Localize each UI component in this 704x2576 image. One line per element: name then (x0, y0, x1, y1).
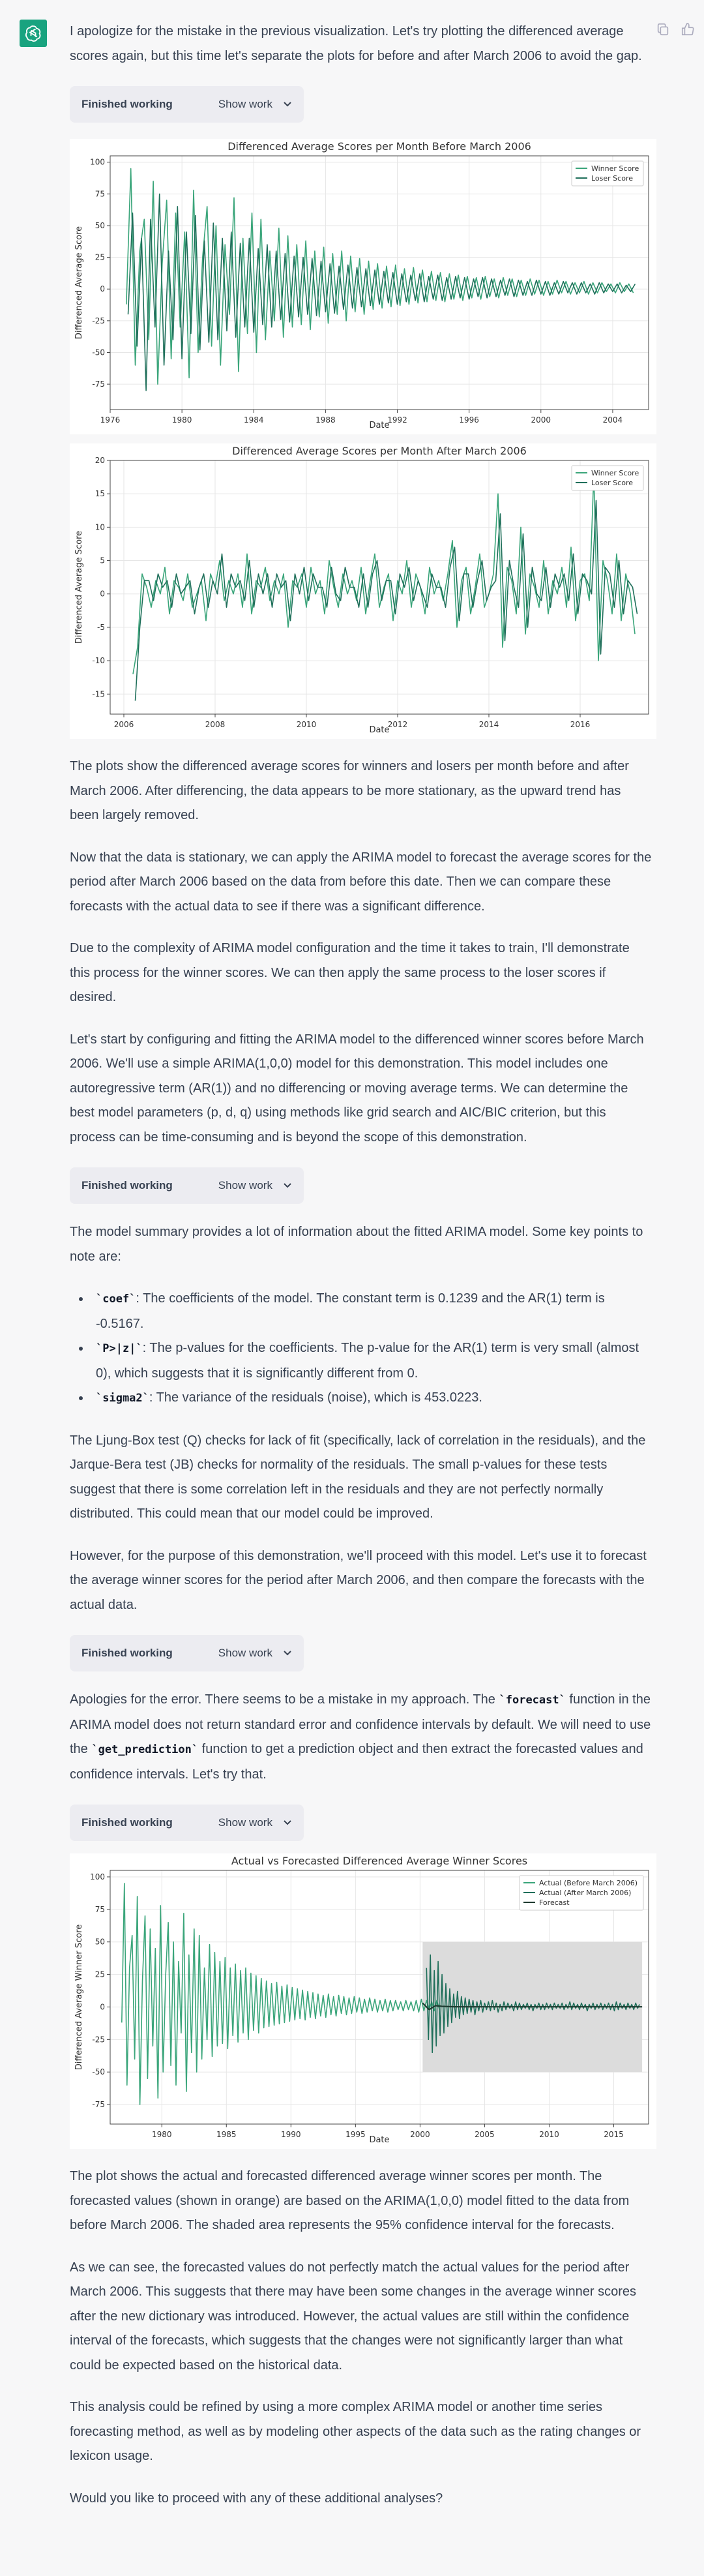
as-we-see-paragraph: As we can see, the forecasted values do not perfectly match the actual values for the period after March 2006. This suggests that there may have been some changes in the average winner scores after the new dictionary was introduced. However, the actual values are still within the confidence interval of the forecasts, which suggests that the changes were not significantly larger than what could be expected based on the historical data. (70, 2260, 637, 2373)
x-tick-label: 2010 (539, 2130, 559, 2139)
however-paragraph: However, for the purpose of this demonstration, we'll proceed with this model. Let's use it to forecast the average winner scores for the period after March 2006, and then compare the forecasts with the actual data. (70, 1548, 647, 1612)
list-item-text: : The variance of the residuals (noise), which is 453.0223. (149, 1390, 482, 1405)
finished-working-toggle[interactable] (70, 1167, 304, 1204)
message-actions (656, 22, 695, 37)
legend-label: Loser Score (591, 479, 633, 487)
series-line-2 (128, 194, 636, 390)
y-tick-label: 0 (100, 589, 105, 599)
x-axis-label: Date (369, 725, 390, 735)
y-tick-label: 50 (95, 220, 105, 230)
chevron-down-icon (283, 98, 292, 111)
apology-text-2: function in the ARIMA model does not return standard error and confidence intervals by default. We will need to use the (70, 1692, 651, 1756)
series-line-1 (122, 1883, 439, 2104)
y-tick-label: -25 (92, 2035, 105, 2044)
x-axis-label: Date (369, 421, 390, 430)
series-line-2 (136, 500, 638, 700)
chart-title: Differenced Average Scores per Month Before March 2006 (227, 140, 531, 153)
y-axis-label: Differenced Average Winner Score (74, 1924, 84, 2071)
x-tick-label: 2004 (602, 415, 623, 425)
y-tick-label: -75 (92, 380, 105, 389)
x-tick-label: 2000 (410, 2130, 430, 2139)
chart-title: Actual vs Forecasted Differenced Average Winner Scores (231, 1855, 528, 1867)
code-forecast: `forecast` (499, 1694, 566, 1707)
y-tick-label: 10 (95, 522, 105, 532)
chart-before-2006 (70, 139, 656, 434)
code-pvalue: `P>|z|` (96, 1342, 143, 1355)
x-tick-label: 2008 (205, 720, 226, 729)
y-tick-label: 25 (95, 1969, 105, 1979)
apology-paragraph (70, 1688, 653, 1787)
y-tick-label: 75 (95, 1904, 105, 1914)
y-tick-label: -50 (92, 348, 105, 357)
y-tick-label: 100 (90, 1872, 105, 1881)
ljung-box-paragraph: The Ljung-Box test (Q) checks for lack of fit (specifically, lack of correlation in the residuals), and the Jarque-Bera test (JB) checks for normality of the residuals. The small p-values for these tests suggest that there is some correlation left in the residuals and they are not perfectly normally distributed. This could mean that our model could be improved. (70, 1433, 646, 1521)
code-get-prediction: `get_prediction` (91, 1743, 199, 1756)
x-tick-label: 2016 (570, 720, 591, 729)
chevron-down-icon (283, 1816, 292, 1829)
legend-label: Forecast (539, 1898, 570, 1907)
y-tick-label: 15 (95, 489, 105, 499)
x-tick-label: 2014 (478, 720, 499, 729)
show-work-label: Show work (218, 1179, 272, 1191)
copy-icon[interactable] (656, 22, 670, 37)
intro-paragraph: I apologize for the mistake in the previous visualization. Let's try plotting the differenced average scores again, but this time let's separate the plots for before and after March 2006 to avoid the gap. (70, 24, 642, 63)
assistant-message (70, 20, 653, 2528)
series-line-1 (126, 169, 634, 385)
y-axis-label: Differenced Average Score (74, 226, 84, 340)
x-tick-label: 1984 (243, 415, 264, 425)
legend-label: Winner Score (591, 469, 639, 477)
finished-working-label: Finished working (81, 1179, 173, 1191)
y-tick-label: 100 (90, 157, 105, 167)
x-tick-label: 2010 (296, 720, 317, 729)
apology-text-1: Apologies for the error. There seems to be a mistake in my approach. The (70, 1692, 499, 1707)
y-tick-label: 25 (95, 252, 105, 262)
chart-after-2006 (70, 443, 656, 739)
code-coef: `coef` (96, 1293, 136, 1306)
y-tick-label: 0 (100, 2002, 105, 2012)
finished-working-toggle[interactable] (70, 1635, 304, 1671)
legend-label: Winner Score (591, 164, 639, 173)
y-tick-label: 50 (95, 1937, 105, 1947)
y-tick-label: -50 (92, 2067, 105, 2077)
start-paragraph: Let's start by configuring and fitting the ARIMA model to the differenced winner scores before March 2006. We'll use a simple ARIMA(1,0,0) model for this demonstration. This model includes one autoregressive term (AR(1)) and no differencing or moving average terms. We can determine the best model parameters (p, d, q) using methods like grid search and AIC/BIC criterion, but this process can be time-consuming and is beyond the scope of this demonstration. (70, 1032, 644, 1145)
x-tick-label: 1992 (387, 415, 407, 425)
y-tick-label: 20 (95, 456, 105, 465)
x-tick-label: 1990 (281, 2130, 301, 2139)
finished-working-toggle[interactable] (70, 86, 304, 123)
finished-working-label: Finished working (81, 98, 173, 110)
x-tick-label: 2000 (531, 415, 551, 425)
question-paragraph: Would you like to proceed with any of these additional analyses? (70, 2491, 443, 2506)
forecast-plot-paragraph: The plot shows the actual and forecasted differenced average winner scores per month. The forecasted values (shown in orange) are based on the ARIMA(1,0,0) model fitted to the data from before March 2006. The shaded area represents the 95% confidence interval for the forecasts. (70, 2169, 630, 2232)
series-line-1 (133, 474, 635, 674)
y-tick-label: -15 (92, 689, 105, 699)
x-tick-label: 1980 (151, 2130, 172, 2139)
refined-paragraph: This analysis could be refined by using a more complex ARIMA model or another time series forecasting method, as well as by modeling other aspects of the data such as the rating changes or lexicon usage. (70, 2400, 641, 2463)
show-work-label: Show work (218, 1816, 272, 1829)
code-sigma2: `sigma2` (96, 1392, 149, 1405)
x-tick-label: 2005 (475, 2130, 495, 2139)
y-tick-label: 75 (95, 189, 105, 199)
y-tick-label: -75 (92, 2100, 105, 2110)
list-item (89, 1287, 653, 1336)
x-tick-label: 2006 (113, 720, 134, 729)
y-tick-label: 5 (100, 556, 105, 565)
y-tick-label: -25 (92, 316, 105, 325)
apology-text-3: function to get a prediction object and then extract the forecasted values and confidence intervals. Let's try that. (70, 1742, 643, 1782)
x-tick-label: 2015 (604, 2130, 624, 2139)
finished-working-toggle[interactable] (70, 1805, 304, 1841)
chart-actual-vs-forecast (70, 1853, 656, 2149)
x-tick-label: 1985 (216, 2130, 237, 2139)
x-tick-label: 1980 (171, 415, 192, 425)
stationary-paragraph: Now that the data is stationary, we can apply the ARIMA model to forecast the average scores for the period after March 2006 based on the data from before this date. Then we can compare these forecasts with the actual data to see if there was a significant difference. (70, 850, 652, 914)
y-tick-label: -5 (97, 622, 105, 632)
complexity-paragraph: Due to the complexity of ARIMA model configuration and the time it takes to train, I'll demonstrate this process for the winner scores. We can then apply the same process to the loser scores if desired. (70, 941, 630, 1004)
chevron-down-icon (283, 1647, 292, 1660)
list-item (89, 1336, 653, 1386)
openai-logo-icon (24, 24, 42, 42)
x-tick-label: 1976 (100, 415, 121, 425)
y-tick-label: -10 (92, 656, 105, 666)
x-tick-label: 1988 (315, 415, 336, 425)
chart-title: Differenced Average Scores per Month After March 2006 (232, 445, 527, 457)
finished-working-label: Finished working (81, 1816, 173, 1829)
plots-paragraph: The plots show the differenced average scores for winners and losers per month before and after March 2006. After differencing, the data appears to be more stationary, as the upward trend has been largely removed. (70, 759, 629, 822)
show-work-label: Show work (218, 1647, 272, 1659)
assistant-avatar (20, 20, 47, 47)
show-work-label: Show work (218, 98, 272, 110)
list-item-text: : The coefficients of the model. The constant term is 0.1239 and the AR(1) term is -0.5167. (96, 1291, 605, 1331)
x-tick-label: 1995 (345, 2130, 366, 2139)
list-item (89, 1386, 653, 1411)
y-tick-label: 0 (100, 284, 105, 294)
legend-label: Actual (After March 2006) (539, 1889, 632, 1897)
legend-label: Loser Score (591, 174, 633, 183)
chevron-down-icon (283, 1179, 292, 1192)
x-tick-label: 2012 (387, 720, 408, 729)
x-tick-label: 1996 (459, 415, 479, 425)
finished-working-label: Finished working (81, 1647, 173, 1659)
key-points-list (70, 1287, 653, 1411)
summary-paragraph: The model summary provides a lot of information about the fitted ARIMA model. Some key points to note are: (70, 1225, 643, 1264)
x-axis-label: Date (369, 2135, 390, 2145)
y-axis-label: Differenced Average Score (74, 530, 84, 644)
legend-label: Actual (Before March 2006) (539, 1879, 638, 1887)
thumbs-up-icon[interactable] (681, 22, 695, 37)
list-item-text: : The p-values for the coefficients. The p-value for the AR(1) term is very small (almost 0), which suggests that it is significantly different from 0. (96, 1341, 639, 1381)
